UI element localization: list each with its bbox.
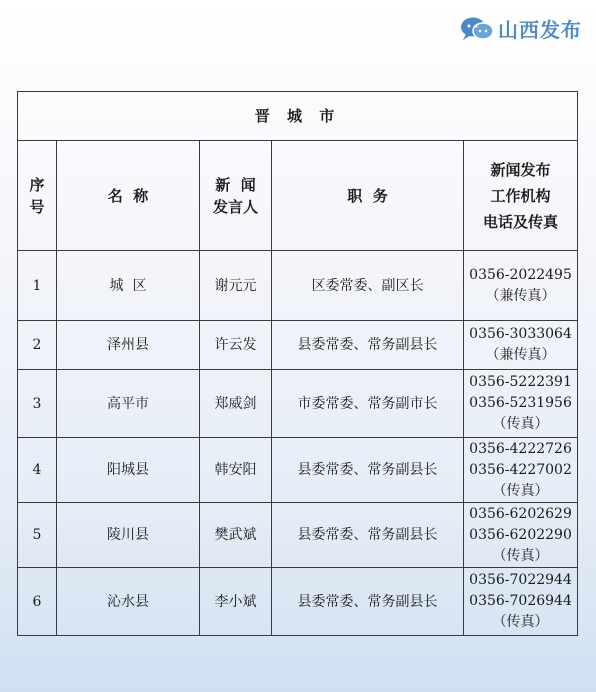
cell-spokesperson: 郑威剑 [200, 370, 272, 438]
table-row [18, 370, 578, 438]
header-contact: 新闻发布 工作机构 电话及传真 [464, 141, 578, 251]
table-title: 晋 城 市 [18, 92, 578, 141]
speech-bubble-icon [460, 16, 494, 42]
cell-seq: 4 [18, 438, 57, 503]
cell-contact: 0356-5222391 0356-5231956 （传真） [464, 370, 578, 438]
cell-name: 城 区 [57, 251, 200, 321]
cell-spokesperson: 许云发 [200, 321, 272, 370]
brand-logo [460, 14, 582, 43]
cell-seq: 3 [18, 370, 57, 438]
cell-position: 县委常委、常务副县长 [272, 503, 464, 568]
cell-name: 陵川县 [57, 503, 200, 568]
cell-position: 县委常委、常务副县长 [272, 568, 464, 636]
cell-spokesperson: 谢元元 [200, 251, 272, 321]
cell-contact: 0356-6202629 0356-6202290 （传真） [464, 503, 578, 568]
cell-contact: 0356-2022495 （兼传真） [464, 251, 578, 321]
cell-name: 高平市 [57, 370, 200, 438]
cell-spokesperson: 韩安阳 [200, 438, 272, 503]
cell-spokesperson: 樊武斌 [200, 503, 272, 568]
cell-contact: 0356-4222726 0356-4227002 （传真） [464, 438, 578, 503]
cell-position: 市委常委、常务副市长 [272, 370, 464, 438]
header-position: 职 务 [272, 141, 464, 251]
cell-contact: 0356-7022944 0356-7026944 （传真） [464, 568, 578, 636]
header-row [18, 141, 578, 251]
cell-seq: 2 [18, 321, 57, 370]
cell-name: 沁水县 [57, 568, 200, 636]
cell-position: 县委常委、常务副县长 [272, 321, 464, 370]
cell-name: 泽州县 [57, 321, 200, 370]
header-seq: 序 号 [18, 141, 57, 251]
header-name: 名 称 [57, 141, 200, 251]
cell-position: 县委常委、常务副县长 [272, 438, 464, 503]
header-spokesperson: 新 闻 发言人 [200, 141, 272, 251]
cell-seq: 1 [18, 251, 57, 321]
cell-spokesperson: 李小斌 [200, 568, 272, 636]
spokesperson-table [17, 91, 578, 636]
cell-name: 阳城县 [57, 438, 200, 503]
cell-seq: 6 [18, 568, 57, 636]
cell-seq: 5 [18, 503, 57, 568]
cell-contact: 0356-3033064 （兼传真） [464, 321, 578, 370]
table-row [18, 321, 578, 370]
table-row [18, 503, 578, 568]
table-row [18, 568, 578, 636]
cell-position: 区委常委、副区长 [272, 251, 464, 321]
table-row [18, 251, 578, 321]
table-row [18, 438, 578, 503]
brand-name: 山西发布 [498, 18, 582, 42]
